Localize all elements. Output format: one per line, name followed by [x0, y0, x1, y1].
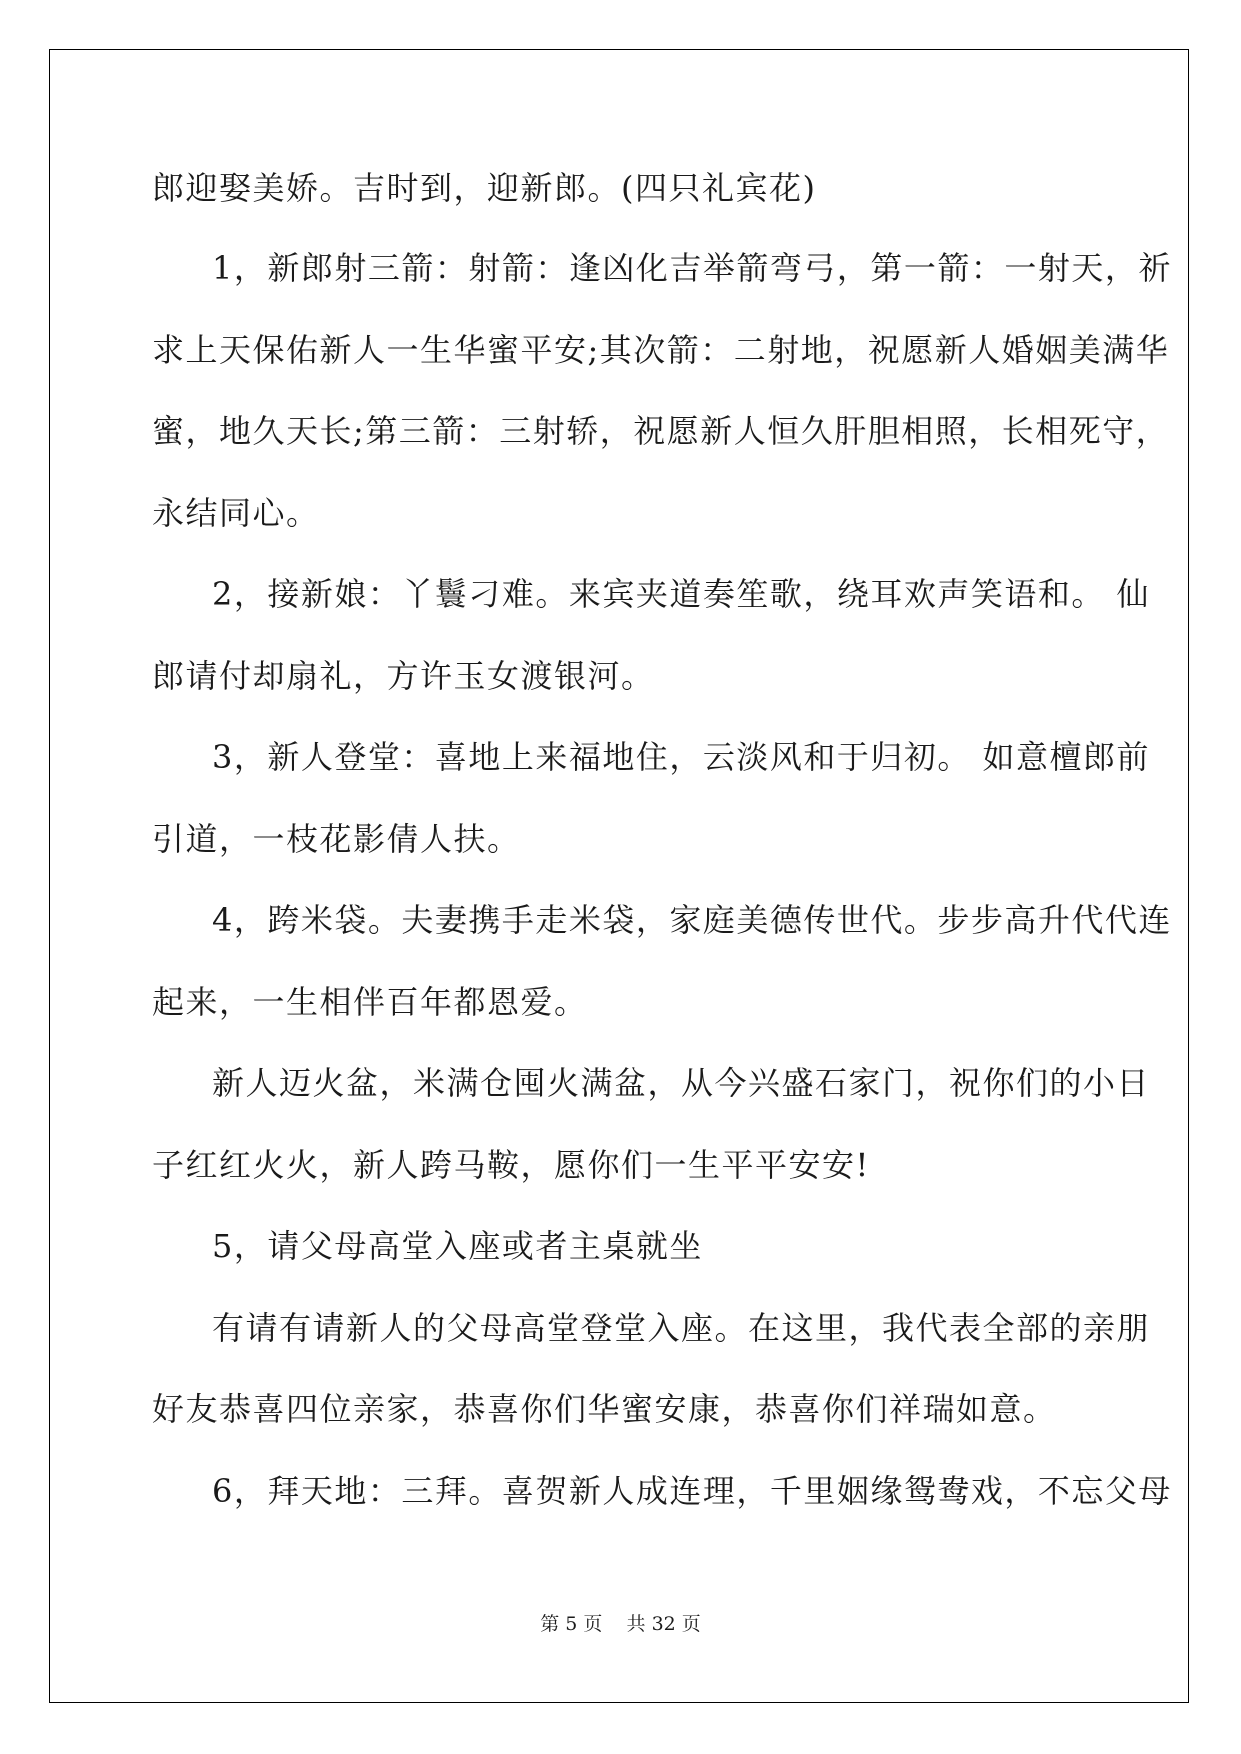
page-border: [49, 49, 1189, 1703]
page-number: 第 5 页: [540, 1613, 603, 1635]
text-line-5: 永结同心。: [152, 494, 320, 532]
text-line-15: 有请有请新人的父母高堂登堂入座。在这里，我代表全部的亲朋: [212, 1309, 1151, 1347]
text-line-2: 1，新郎射三箭：射箭：逢凶化吉举箭弯弓，第一箭：一射天，祈: [212, 249, 1172, 287]
text-line-12: 新人迈火盆，米满仓囤火满盆，从今兴盛石家门，祝你们的小日: [212, 1064, 1151, 1102]
text-line-10: 4，跨米袋。夫妻携手走米袋，家庭美德传世代。步步高升代代连: [212, 901, 1172, 939]
text-line-7: 郎请付却扇礼，方许玉女渡银河。: [152, 657, 655, 695]
page-total: 共 32 页: [626, 1613, 701, 1635]
text-line-1: 郎迎娶美娇。吉时到，迎新郎。(四只礼宾花): [152, 169, 817, 207]
text-line-4: 蜜，地久天长;第三箭：三射轿，祝愿新人恒久肝胆相照，长相死守，: [152, 412, 1170, 450]
text-line-3: 求上天保佑新人一生华蜜平安;其次箭：二射地，祝愿新人婚姻美满华: [152, 331, 1170, 369]
text-line-6: 2，接新娘：丫鬟刁难。来宾夹道奏笙歌，绕耳欢声笑语和。 仙: [212, 575, 1151, 613]
text-line-11: 起来，一生相伴百年都恩爱。: [152, 983, 588, 1021]
text-line-17: 6，拜天地：三拜。喜贺新人成连理，千里姻缘鸳鸯戏，不忘父母: [212, 1472, 1172, 1510]
text-line-13: 子红红火火，新人跨马鞍，愿你们一生平平安安!: [152, 1146, 870, 1184]
page-footer: [0, 1612, 1241, 1636]
text-line-16: 好友恭喜四位亲家，恭喜你们华蜜安康，恭喜你们祥瑞如意。: [152, 1390, 1057, 1428]
text-line-8: 3，新人登堂：喜地上来福地住，云淡风和于归初。 如意檀郎前: [212, 738, 1151, 776]
text-line-9: 引道，一枝花影倩人扶。: [152, 820, 521, 858]
text-line-14: 5，请父母高堂入座或者主桌就坐: [212, 1227, 703, 1265]
